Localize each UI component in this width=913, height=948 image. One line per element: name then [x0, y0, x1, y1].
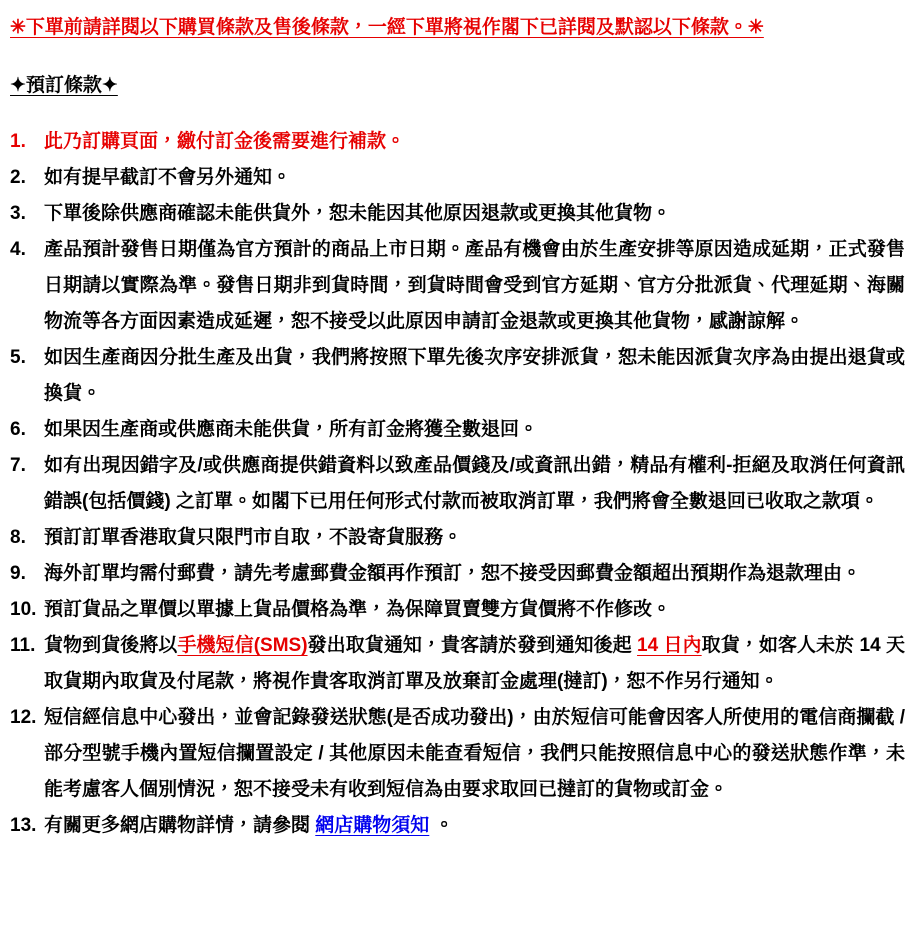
store-shopping-notice-link[interactable]: 網店購物須知: [315, 815, 430, 836]
term-number: 8.: [10, 527, 26, 548]
term-text: [44, 232, 905, 340]
term-item-11: [10, 628, 905, 700]
section-title-wrap: [10, 68, 905, 104]
term-number: 13.: [10, 815, 37, 836]
term-item-10: [10, 592, 905, 628]
term-number: 7.: [10, 455, 26, 476]
term-text-segment: 如有出現因錯字及/或供應商提供錯資料以致產品價錢及/或資訊出錯，精品有權利-拒絕及取消任何資訊錯誤(包括價錢) 之訂單。如閣下已用任何形式付款而被取消訂單，我們將會全數退回已收取之款項。: [44, 455, 905, 512]
term-text: [44, 556, 905, 592]
term-item-4: [10, 232, 905, 340]
term-text: [44, 412, 905, 448]
terms-list: [10, 124, 905, 844]
term-text: [44, 700, 905, 808]
term-number: 5.: [10, 347, 26, 368]
term-item-2: [10, 160, 905, 196]
term-text-segment: 預訂貨品之單價以單據上貨品價格為準，為保障買賣雙方貨價將不作修改。: [44, 599, 672, 620]
term-item-6: [10, 412, 905, 448]
term-text: [44, 628, 905, 700]
notice-header: ✳下單前請詳閱以下購買條款及售後條款，一經下單將視作閣下已詳閱及默認以下條款。✳: [10, 17, 764, 38]
term-text-segment: 發出取貨通知，貴客請於發到通知後起: [307, 635, 638, 656]
term-number: 10.: [10, 599, 37, 620]
term-text-segment: 下單後除供應商確認未能供貨外，恕未能因其他原因退款或更換其他貨物。: [44, 203, 672, 224]
term-number: 6.: [10, 419, 26, 440]
term-text-segment: 有關更多網店購物詳情，請參閱: [44, 815, 316, 836]
term-text: [44, 340, 905, 412]
term-item-1: [10, 124, 905, 160]
term-item-7: [10, 448, 905, 520]
term-item-12: [10, 700, 905, 808]
term-text-segment: 如有提早截訂不會另外通知。: [44, 167, 292, 188]
term-text-segment: 預訂訂單香港取貨只限門市自取，不設寄貨服務。: [44, 527, 463, 548]
term-number: 1.: [10, 131, 26, 152]
term-number: 12.: [10, 707, 37, 728]
term-item-5: [10, 340, 905, 412]
term-text-segment: 手機短信(SMS): [177, 635, 308, 656]
term-text: [44, 808, 905, 844]
term-text-segment: 如果因生產商或供應商未能供貨，所有訂金將獲全數退回。: [44, 419, 539, 440]
term-number: 4.: [10, 239, 26, 260]
term-text: [44, 448, 905, 520]
term-text-segment: 貨物到貨後將以: [44, 635, 178, 656]
term-number: 9.: [10, 563, 26, 584]
term-text-segment: 產品預計發售日期僅為官方預計的商品上市日期。產品有機會由於生產安排等原因造成延期，正式發售日期請以實際為準。發售日期非到貨時間，到貨時間會受到官方延期、官方分批派貨、代理延期、海關物流等各方面因素造成延遲，恕不接受以此原因申請訂金退款或更換其他貨物，感謝諒解。: [44, 239, 905, 332]
term-number: 3.: [10, 203, 26, 224]
term-number: 11.: [10, 635, 36, 656]
term-number: 2.: [10, 167, 26, 188]
section-title-preorder-terms: ✦預訂條款✦: [10, 75, 118, 96]
term-text-segment: 如因生產商因分批生產及出貨，我們將按照下單先後次序安排派貨，恕未能因派貨次序為由提出退貨或換貨。: [44, 347, 905, 404]
term-text-segment: 海外訂單均需付郵費，請先考慮郵費金額再作預訂，恕不接受因郵費金額超出預期作為退款理由。: [44, 563, 862, 584]
term-text: [44, 196, 905, 232]
term-text: [44, 160, 905, 196]
term-text-segment: 取貨，如客人未於 14 天取貨期內取貨及付尾款，將視作貴客取消訂單及放棄訂金處理(撻訂)，恕不作另行通知。: [44, 635, 905, 692]
term-text: [44, 592, 905, 628]
term-text-segment: 14 日內: [637, 635, 702, 656]
term-item-13: [10, 808, 905, 844]
term-text: [44, 124, 905, 160]
term-text: [44, 520, 905, 556]
term-text-segment: 此乃訂購頁面，繳付訂金後需要進行補款。: [44, 131, 406, 152]
term-text-segment: 。: [429, 815, 454, 836]
term-item-8: [10, 520, 905, 556]
term-item-9: [10, 556, 905, 592]
term-text-segment: 短信經信息中心發出，並會記錄發送狀態(是否成功發出)，由於短信可能會因客人所使用的電信商攔截 / 部分型號手機內置短信攔置設定 / 其他原因未能查看短信，我們只能按照信息中心的發送狀態作準，未能考慮客人個別情況，恕不接受未有收到短信為由要求取回已撻訂的貨物或訂金。: [44, 707, 905, 800]
term-item-3: [10, 196, 905, 232]
